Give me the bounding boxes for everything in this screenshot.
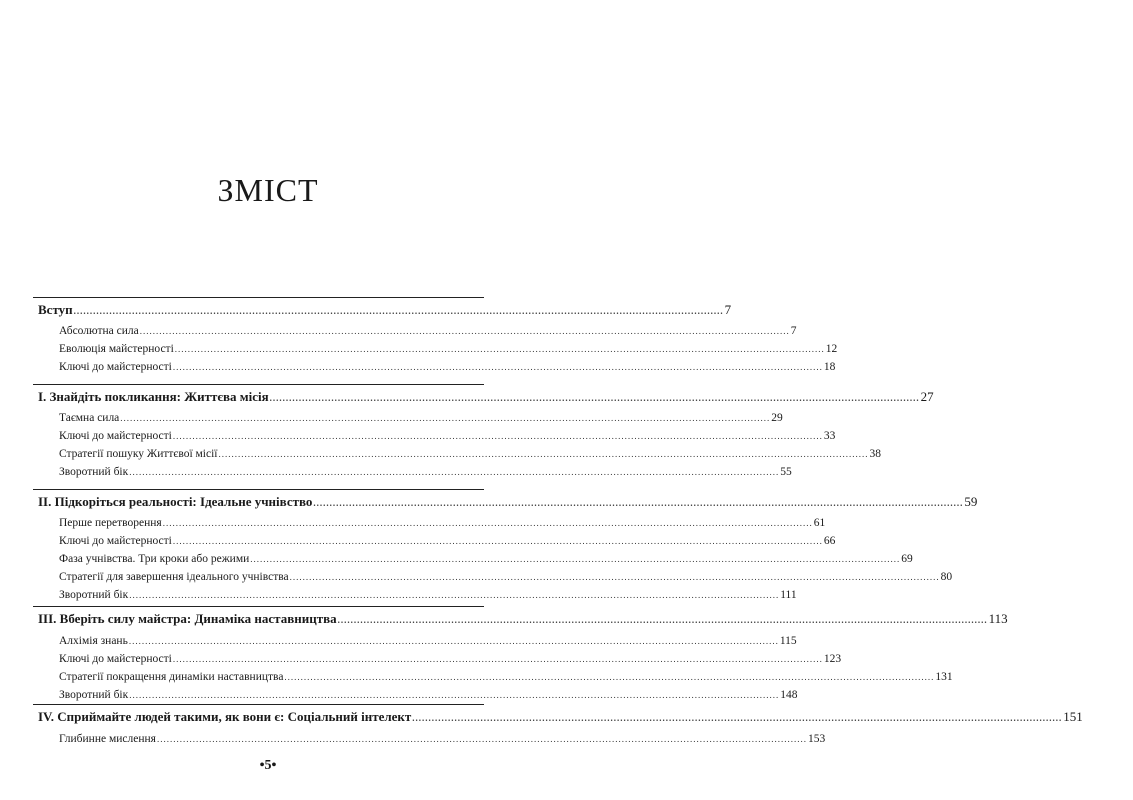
toc-entry[interactable] <box>0 361 836 379</box>
dot-leader: ........................................................................................................................................................................................................ <box>218 449 869 459</box>
toc-entry[interactable] <box>0 733 826 751</box>
toc-entry-page: 33 <box>823 430 836 442</box>
dot-leader: ........................................................................................................................................................................................................ <box>174 344 825 354</box>
toc-entry[interactable] <box>0 448 881 466</box>
toc-section-title: ІІІ. Вберіть силу майстра: Динаміка наставництва <box>38 611 337 626</box>
toc-entry[interactable] <box>0 466 792 484</box>
toc-entry[interactable] <box>0 517 826 535</box>
toc-section-page: 7 <box>724 302 732 317</box>
section-divider <box>33 489 484 490</box>
toc-section-title: Вступ <box>38 302 73 317</box>
toc-entry-title: Ключі до майстерності <box>59 361 172 373</box>
toc-section-entry[interactable] <box>0 709 1083 727</box>
toc-section-entry[interactable] <box>0 611 1008 629</box>
toc-entry-title: Зворотний бік <box>59 466 129 478</box>
toc-entry-page: 12 <box>825 343 838 355</box>
toc-entry-page: 69 <box>901 553 913 565</box>
toc-entry[interactable] <box>0 671 953 689</box>
dot-leader: ........................................................................................................................................................................................................ <box>120 413 771 423</box>
dot-leader: ........................................................................................................................................................................................................ <box>162 518 813 528</box>
toc-entry-title: Глибинне мислення <box>59 733 156 745</box>
toc-entry[interactable] <box>0 325 797 343</box>
toc-section-entry[interactable] <box>0 494 978 512</box>
toc-entry-title: Ключі до майстерності <box>59 653 172 665</box>
toc-entry-page: 131 <box>935 671 953 683</box>
section-divider <box>33 384 484 385</box>
toc-entry-title: Алхімія знань <box>59 635 128 647</box>
toc-section-page: 59 <box>964 494 978 509</box>
toc-entry[interactable] <box>0 571 953 589</box>
toc-entry-title: Стратегії покращення динаміки наставництва <box>59 671 284 683</box>
toc-entry-title: Стратегії для завершення ідеального учнівства <box>59 571 289 583</box>
toc-entry-title: Зворотний бік <box>59 589 129 601</box>
toc-entry-title: Таємна сила <box>59 412 120 424</box>
dot-leader: ........................................................................................................................................................................................................ <box>412 713 1063 723</box>
toc-entry-page: 123 <box>823 653 842 665</box>
toc-entry-page: 66 <box>823 535 836 547</box>
toc-entry[interactable] <box>0 430 836 448</box>
toc-entry-page: 148 <box>780 689 798 701</box>
toc-entry-page: 29 <box>771 412 783 424</box>
toc-section-page: 27 <box>920 389 934 404</box>
toc-entry-title: Ключі до майстерності <box>59 430 172 442</box>
toc-entry[interactable] <box>0 553 913 571</box>
toc-entry-page: 38 <box>869 448 881 460</box>
dot-leader: ........................................................................................................................................................................................................ <box>284 672 935 682</box>
dot-leader: ........................................................................................................................................................................................................ <box>172 654 823 664</box>
toc-entry-page: 18 <box>823 361 836 373</box>
toc-entry-page: 115 <box>779 635 797 647</box>
toc-entry[interactable] <box>0 343 838 361</box>
dot-leader: ........................................................................................................................................................................................................ <box>73 306 724 316</box>
toc-entry-page: 111 <box>780 589 797 601</box>
toc-entry-page: 153 <box>807 733 826 745</box>
dot-leader: ........................................................................................................................................................................................................ <box>129 467 780 477</box>
section-divider <box>33 704 484 705</box>
toc-entry[interactable] <box>0 589 797 607</box>
toc-entry-page: 55 <box>780 466 792 478</box>
toc-entry[interactable] <box>0 635 797 653</box>
toc-section-entry[interactable] <box>0 302 732 320</box>
toc-entry-page: 7 <box>790 325 797 337</box>
toc-entry[interactable] <box>0 653 842 671</box>
toc-entry-title: Ключі до майстерності <box>59 535 172 547</box>
toc-entry-title: Абсолютна сила <box>59 325 139 337</box>
dot-leader: ........................................................................................................................................................................................................ <box>172 431 823 441</box>
toc-section-page: 151 <box>1063 709 1083 724</box>
toc-section-entry[interactable] <box>0 389 934 407</box>
dot-leader: ........................................................................................................................................................................................................ <box>289 572 940 582</box>
toc-entry-title: Фаза учнівства. Три кроки або режими <box>59 553 250 565</box>
toc-section-title: І. Знайдіть покликання: Життєва місія <box>38 389 269 404</box>
toc-entry[interactable] <box>0 535 836 553</box>
dot-leader: ........................................................................................................................................................................................................ <box>129 590 780 600</box>
section-divider <box>33 297 484 298</box>
toc-entry-title: Зворотний бік <box>59 689 129 701</box>
toc-entry-title: Стратегії пошуку Життєвої місії <box>59 448 218 460</box>
toc-entry-title: Еволюція майстерності <box>59 343 174 355</box>
dot-leader: ........................................................................................................................................................................................................ <box>313 498 964 508</box>
toc-section-page: 113 <box>988 611 1008 626</box>
toc-section-title: ІІ. Підкоріться реальності: Ідеальне учнівство <box>38 494 313 509</box>
dot-leader: ........................................................................................................................................................................................................ <box>128 636 779 646</box>
dot-leader: ........................................................................................................................................................................................................ <box>250 554 901 564</box>
dot-leader: ........................................................................................................................................................................................................ <box>269 393 920 403</box>
section-divider <box>33 606 484 607</box>
dot-leader: ........................................................................................................................................................................................................ <box>337 615 988 625</box>
dot-leader: ........................................................................................................................................................................................................ <box>139 326 790 336</box>
toc-entry-title: Перше перетворення <box>59 517 162 529</box>
dot-leader: ........................................................................................................................................................................................................ <box>129 690 780 700</box>
toc-entry-page: 80 <box>940 571 953 583</box>
dot-leader: ........................................................................................................................................................................................................ <box>156 734 807 744</box>
page-title: ЗМІСТ <box>217 172 319 208</box>
toc-section-title: ІV. Сприймайте людей такими, як вони є: Соціальний інтелект <box>38 709 412 724</box>
dot-leader: ........................................................................................................................................................................................................ <box>172 536 823 546</box>
dot-leader: ........................................................................................................................................................................................................ <box>172 362 823 372</box>
page-number: •5• <box>259 758 277 773</box>
toc-entry[interactable] <box>0 412 783 430</box>
toc-entry-page: 61 <box>813 517 826 529</box>
